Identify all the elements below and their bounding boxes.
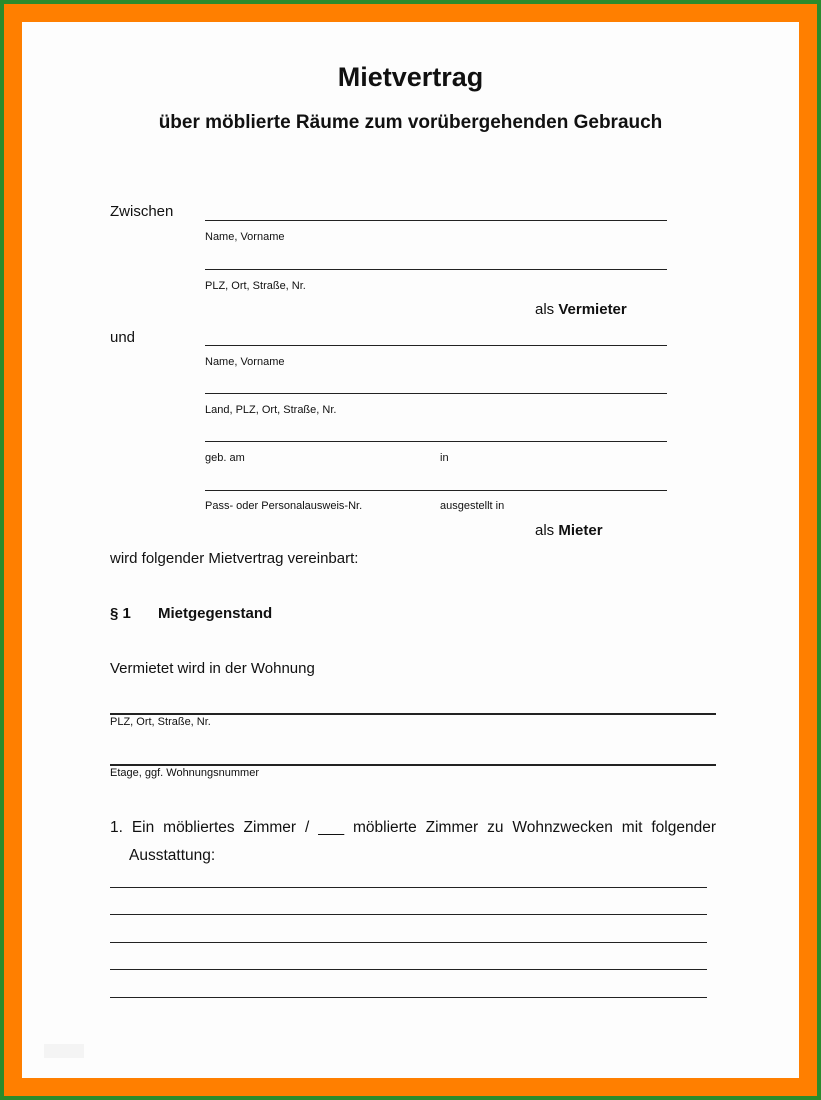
section-heading: Mietgegenstand <box>158 605 273 622</box>
tenant-birth-line[interactable] <box>205 441 667 442</box>
as-prefix: als <box>535 522 555 539</box>
tenant-role <box>535 522 603 539</box>
birth-place-caption: in <box>440 452 449 464</box>
landlord-role <box>535 301 627 318</box>
document-subtitle: über möblierte Räume zum vorübergehenden Gebrauch <box>158 112 663 133</box>
landlord-role-label: Vermieter <box>558 301 627 318</box>
document-page <box>22 22 799 1078</box>
tenant-address-line[interactable] <box>205 393 667 394</box>
and-label: und <box>110 329 136 346</box>
document-title: Mietvertrag <box>337 62 484 92</box>
rental-intro: Vermietet wird in der Wohnung <box>110 660 315 677</box>
birth-date-caption: geb. am <box>205 452 245 464</box>
landlord-name-caption: Name, Vorname <box>205 231 285 243</box>
landlord-name-line[interactable] <box>205 220 667 221</box>
item1-continuation: Ausstattung: <box>129 847 216 864</box>
tenant-role-label: Mieter <box>558 522 603 539</box>
apartment-floor-line[interactable] <box>110 764 716 766</box>
furnishing-line-4[interactable] <box>110 969 707 970</box>
landlord-address-caption: PLZ, Ort, Straße, Nr. <box>205 280 306 292</box>
agreement-text: wird folgender Mietvertrag vereinbart: <box>110 550 359 567</box>
apartment-address-line[interactable] <box>110 713 716 715</box>
issued-caption: ausgestellt in <box>440 500 505 512</box>
tenant-address-caption: Land, PLZ, Ort, Straße, Nr. <box>205 404 337 416</box>
tenant-name-line[interactable] <box>205 345 667 346</box>
landlord-address-line[interactable] <box>205 269 667 270</box>
furnishing-line-5[interactable] <box>110 997 707 998</box>
tenant-passport-line[interactable] <box>205 490 667 491</box>
section-number: § 1 <box>110 605 131 622</box>
apartment-floor-caption: Etage, ggf. Wohnungsnummer <box>110 767 259 779</box>
furnishing-line-3[interactable] <box>110 942 707 943</box>
furnishing-line-1[interactable] <box>110 887 707 888</box>
tenant-name-caption: Name, Vorname <box>205 356 285 368</box>
furnishing-line-2[interactable] <box>110 914 707 915</box>
faint-watermark <box>44 1044 84 1058</box>
as-prefix: als <box>535 301 555 318</box>
between-label: Zwischen <box>110 203 174 220</box>
apartment-address-caption: PLZ, Ort, Straße, Nr. <box>110 716 211 728</box>
item1-text: 1. Ein möbliertes Zimmer / ___ möblierte Zimmer zu Wohnzwecken mit folgender <box>110 819 716 836</box>
passport-caption: Pass- oder Personalausweis-Nr. <box>205 500 363 512</box>
